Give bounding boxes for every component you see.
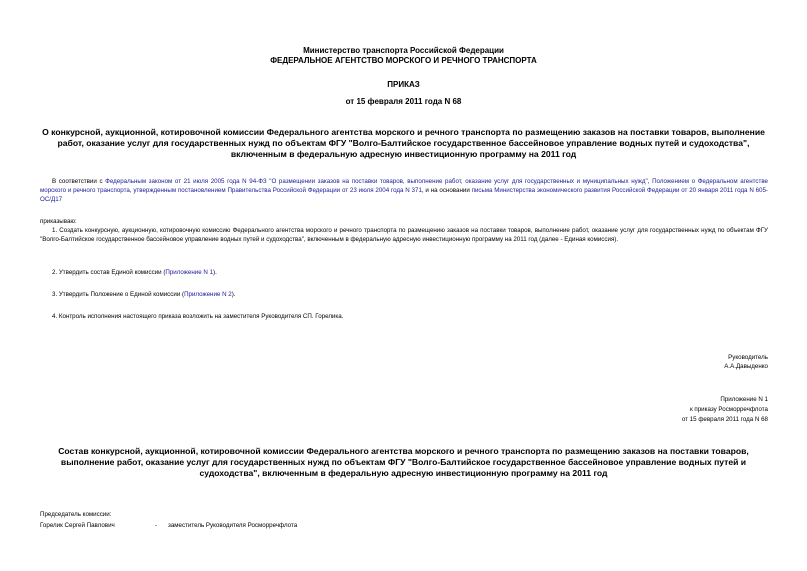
document-date: от 15 февраля 2011 года N 68 xyxy=(345,97,462,106)
item-3-end: ). xyxy=(231,291,236,298)
ministry-name: Министерство транспорта Российской Федерации xyxy=(303,46,504,55)
order-item-2 xyxy=(40,268,768,277)
order-word: приказываю: xyxy=(40,218,77,225)
ministry-letter-link[interactable]: письма Министерства экономического развития Российской Федерации от 20 января 2011 года N 605-ОС/Д17 xyxy=(40,187,768,203)
agency-name: ФЕДЕРАЛЬНОЕ АГЕНТСТВО МОРСКОГО И РЕЧНОГО ТРАНСПОРТА xyxy=(270,56,537,65)
item-3-text: 3. Утвердить Положение о Единой комиссии ( xyxy=(52,291,185,298)
preamble-text-2: , xyxy=(647,178,653,185)
document-title: О конкурсной, аукционной, котировочной комиссии Федерального агентства морского и речного транспорта по размещению заказов на поставки товаров, выполнение работ, оказание услуг для государственных нужд по объектам ФГУ "Волго-Балтийское государственное бассейновое управление водных путей и судоходства", включенным в федеральную адресную инвестиционную программу на 2011 год xyxy=(42,127,765,159)
member-role: заместитель Руководителя Росморречфлота xyxy=(168,522,298,529)
member-dash: - xyxy=(155,522,158,529)
regulation-link[interactable]: Положением о Федеральном агентстве морского и речного транспорта, утвержденным постановлением Правительства Российской Федерации от 23 июля 2004 года N 371 xyxy=(40,178,768,194)
order-item-1: 1. Создать конкурсную, аукционную, котировочную комиссию Федерального агентства морского и речного транспорта по размещению заказов на поставки товаров, выполнение работ, оказание услуг для государственных нужд по объектам ФГУ "Волго-Балтийское государственное бассейновое управление водных путей и судоходства", включенным в федеральную адресную инвестиционную программу на 2011 год (далее - Единая комиссия). xyxy=(40,227,768,243)
signature-name: А.А.Давыденко xyxy=(724,363,768,370)
preamble-paragraph xyxy=(40,177,768,204)
federal-law-link[interactable]: Федеральным законом от 21 июля 2005 года N 94-ФЗ "О размещении заказов на поставки товаров, выполнение работ, оказание услуг для государственных и муниципальных нужд" xyxy=(105,178,648,185)
appendix-2-link[interactable]: Приложение N 2 xyxy=(184,291,232,298)
preamble-text-1: В соответствии с xyxy=(52,178,106,185)
appendix-ref-line-3: от 15 февраля 2011 года N 68 xyxy=(681,416,768,423)
item-2-end: ). xyxy=(213,269,217,276)
order-item-4: 4. Контроль исполнения настоящего приказа возложить на заместителя Руководителя СП. Горелика. xyxy=(52,313,344,320)
order-item-3 xyxy=(40,290,768,299)
preamble-text-3: , и на основании xyxy=(421,187,472,194)
appendix-ref-line-2: к приказу Росморречфлота xyxy=(689,406,768,413)
appendix-title: Состав конкурсной, аукционной, котировочной комиссии Федерального агентства морского и речного транспорта по размещению заказов на поставки товаров, выполнение работ, оказание услуг для государственных нужд по объектам ФГУ "Волго-Балтийское государственное бассейновое управление водных путей и судоходства", включенным в федеральную адресную инвестиционную программу на 2011 год xyxy=(58,446,749,478)
appendix-ref-line-1: Приложение N 1 xyxy=(720,396,768,403)
document-type: ПРИКАЗ xyxy=(387,80,420,89)
appendix-1-link[interactable]: Приложение N 1 xyxy=(165,269,214,276)
chair-label: Председатель комиссии: xyxy=(40,511,112,518)
item-2-text: 2. Утвердить состав Единой комиссии ( xyxy=(52,269,166,276)
signature-role: Руководитель xyxy=(728,354,768,361)
member-name: Горелик Сергей Павлович xyxy=(40,522,115,529)
